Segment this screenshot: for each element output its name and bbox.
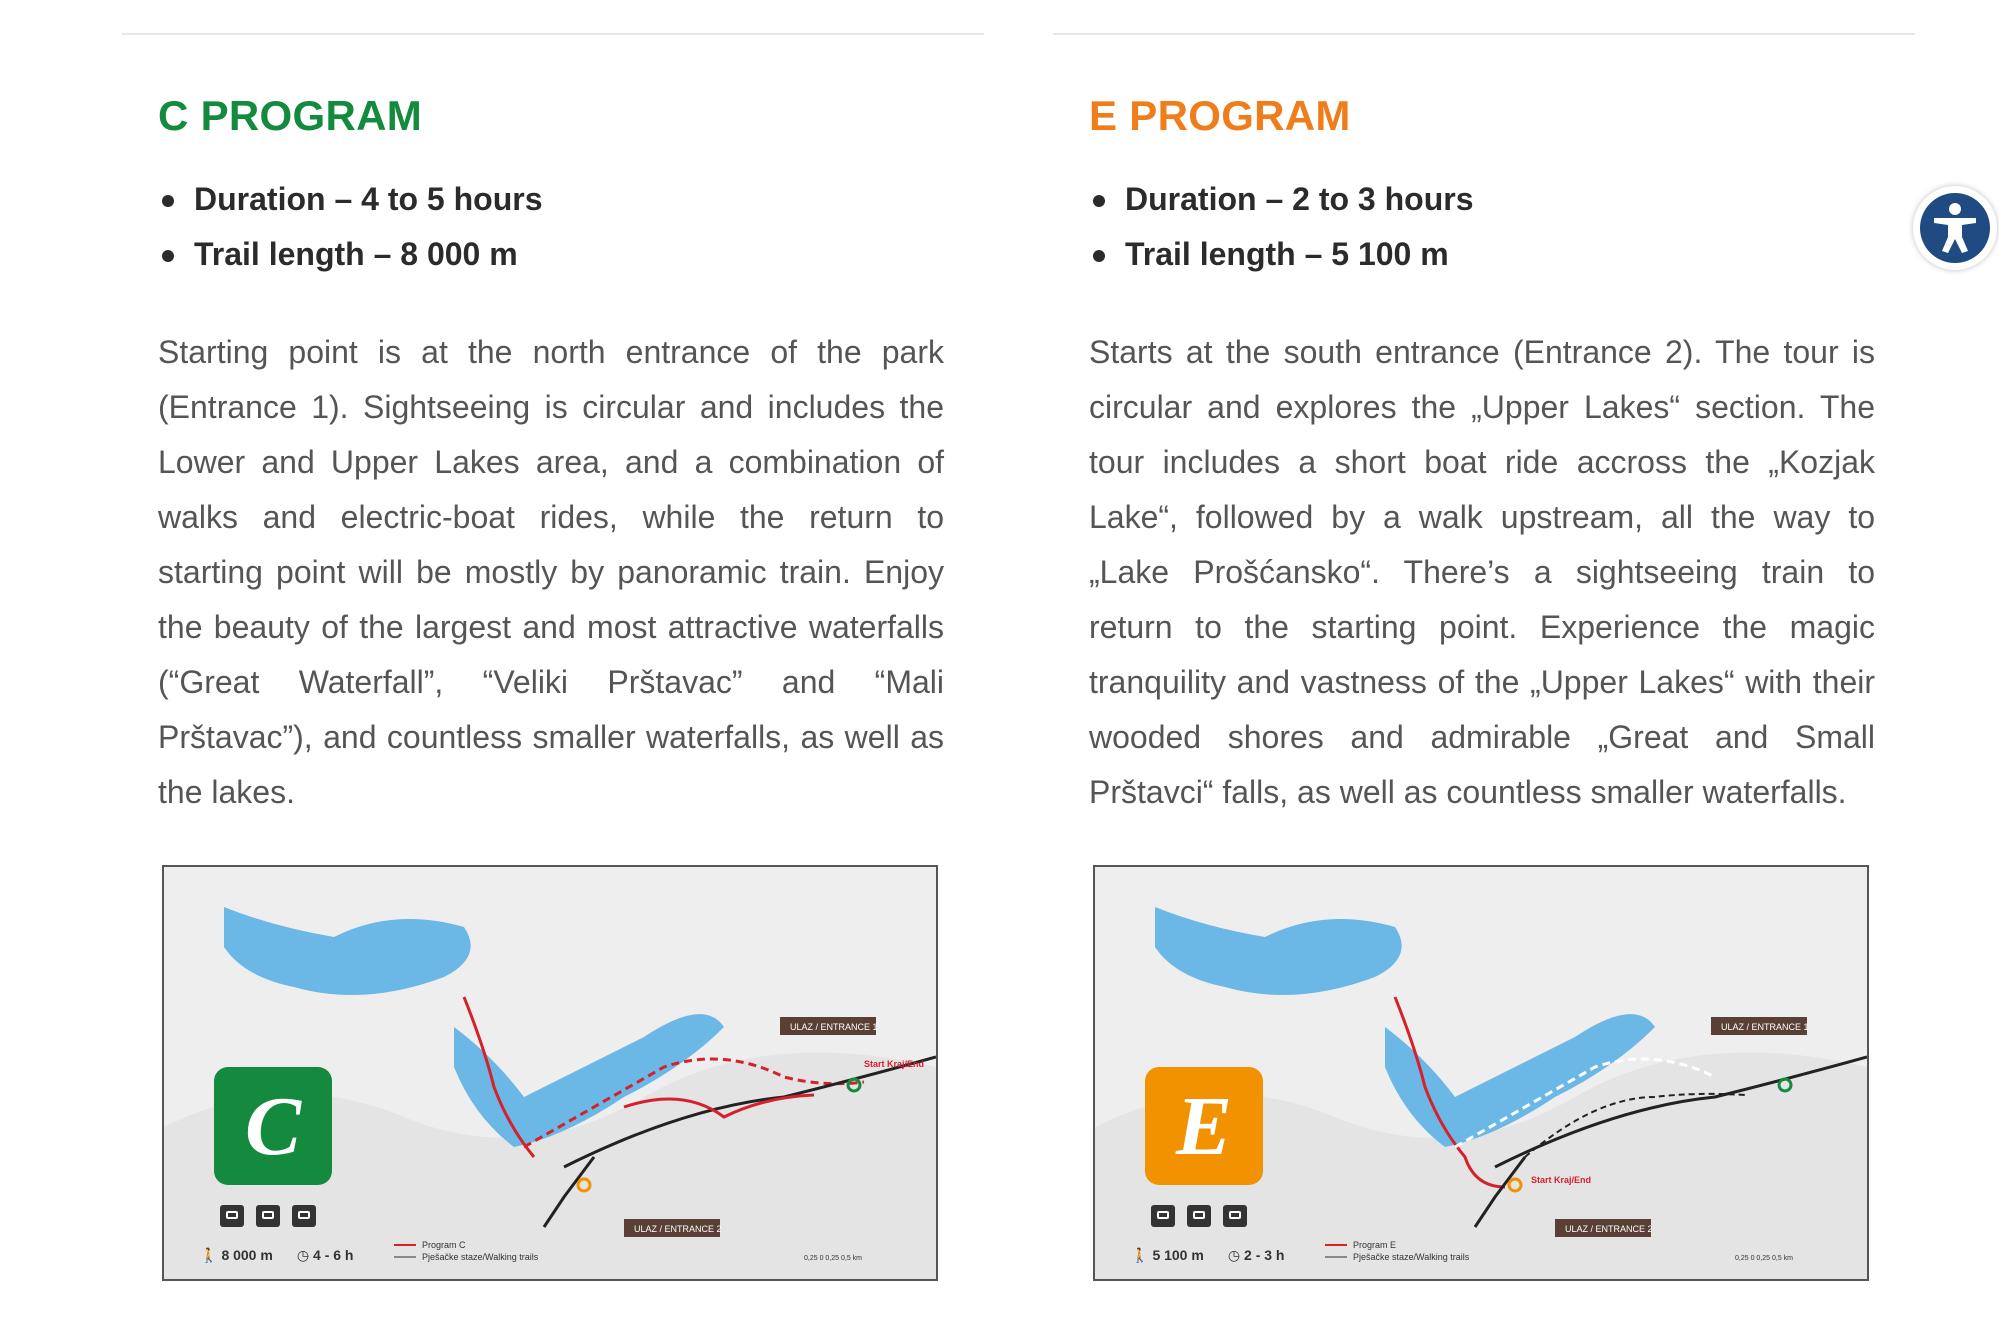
entrance2-label: ULAZ / ENTRANCE 2: [1565, 1224, 1653, 1234]
entrance1-label: ULAZ / ENTRANCE 1: [790, 1022, 878, 1032]
program-description: Starts at the south entrance (Entrance 2). The tour is circular and explores the „Upper Lakes“ section. The tour includes a short boat ride accross the „Kozjak Lake“, followed by a walk upstream, all the way to „Lake Prošćansko“. There’s a sightseeing train to return to the starting point. Experience the magic tranquility and vastness of the „Upper Lakes“ with their wooded shores and admirable „Great and Small Prštavci“ falls, as well as countless smaller waterfalls.: [1089, 334, 1875, 810]
map-scale: 0,25 0 0,25 0,5 km: [804, 1255, 862, 1262]
accessibility-button[interactable]: [1913, 186, 1997, 270]
boat-icon: [256, 1205, 280, 1227]
accessibility-icon: [1920, 193, 1990, 263]
distance-stat: 🚶 8 000 m: [200, 1247, 273, 1263]
duration-fact: Duration – 2 to 3 hours: [1089, 172, 1473, 227]
program-badge: C: [214, 1067, 332, 1185]
transport-icons: [220, 1205, 316, 1227]
distance-stat: 🚶 5 100 m: [1131, 1247, 1204, 1263]
program-title: C PROGRAM: [158, 92, 423, 139]
legend-program: Program C: [422, 1240, 466, 1250]
program-facts-list: [1089, 172, 1473, 282]
start-end-label: Start Kraj/End: [1531, 1175, 1592, 1185]
walking-icon: [220, 1205, 244, 1227]
walker-icon: 🚶: [1131, 1247, 1149, 1263]
entrance1-label: ULAZ / ENTRANCE 1: [1721, 1022, 1809, 1032]
start-end-label: Start Kraj/End: [864, 1059, 925, 1069]
section-divider: [1053, 33, 1915, 35]
program-badge: E: [1145, 1067, 1263, 1185]
section-divider: [122, 33, 984, 35]
legend-trails: Pješačke staze/Walking trails: [1353, 1252, 1470, 1262]
program-e-map[interactable]: [1093, 865, 1869, 1281]
program-c-map[interactable]: [162, 865, 938, 1281]
map-stats: [200, 1247, 354, 1264]
map-scale: 0,25 0 0,25 0,5 km: [1735, 1255, 1793, 1262]
clock-icon: ◷: [296, 1247, 310, 1263]
walking-icon: [1151, 1205, 1175, 1227]
legend-program: Program E: [1353, 1240, 1397, 1250]
duration-fact: Duration – 4 to 5 hours: [158, 172, 542, 227]
program-description: Starting point is at the north entrance of the park (Entrance 1). Sightseeing is circular and includes the Lower and Upper Lakes area, and a combination of walks and electric-boat rides, while the return to starting point will be mostly by panoramic train. Enjoy the beauty of the largest and most attractive waterfalls (“Great Waterfall”, “Veliki Prštavac” and “Mali Prštavac”), and countless smaller waterfalls, as well as the lakes.: [158, 334, 944, 810]
trail-length-fact: Trail length – 8 000 m: [158, 227, 542, 282]
legend-trails: Pješačke staze/Walking trails: [422, 1252, 539, 1262]
bus-icon: [292, 1205, 316, 1227]
program-facts-list: [158, 172, 542, 282]
time-stat: ◷ 4 - 6 h: [296, 1247, 354, 1263]
program-title: E PROGRAM: [1089, 92, 1351, 139]
boat-icon: [1187, 1205, 1211, 1227]
transport-icons: [1151, 1205, 1247, 1227]
time-stat: ◷ 2 - 3 h: [1227, 1247, 1285, 1263]
trail-length-fact: Trail length – 5 100 m: [1089, 227, 1473, 282]
map-stats: [1131, 1247, 1285, 1264]
clock-icon: ◷: [1227, 1247, 1241, 1263]
bus-icon: [1223, 1205, 1247, 1227]
entrance2-label: ULAZ / ENTRANCE 2: [634, 1224, 722, 1234]
walker-icon: 🚶: [200, 1247, 218, 1263]
